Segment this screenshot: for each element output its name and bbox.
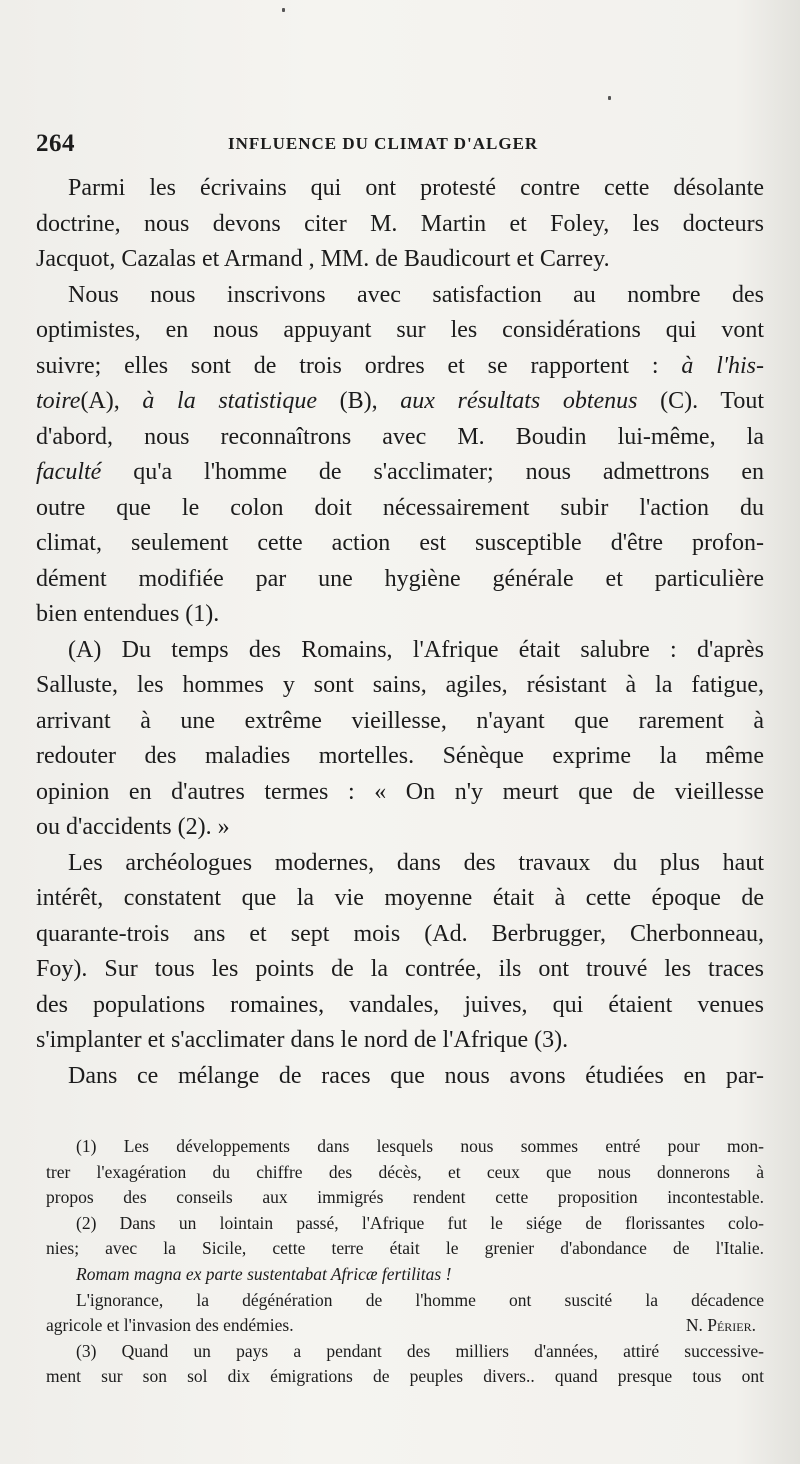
text-line: (A) Du temps des Romains, l'Afrique était salubre : d'après [68,636,764,663]
footnote-line: (1) Les développements dans lesquels nous sommes entré pour mon- [76,1136,764,1156]
page-number: 264 [36,130,75,157]
text-line: intérêt, constatent que la vie moyenne était à cette époque de [36,885,764,911]
text-segment: (A), [80,388,143,414]
italic-segment: à la statistique [142,388,317,414]
text-line: Parmi les écrivains qui ont protesté contre cette désolante [68,175,764,201]
text-line: s'implanter et s'acclimater dans le nord de l'Afrique (3). [36,1027,569,1053]
text-segment: (C). Tout [637,388,764,414]
italic-segment: à l'his- [681,352,765,379]
text-line [36,384,764,420]
text-line: climat, seulement cette action est susceptible d'être profon- [36,530,764,556]
text-segment: suivre; elles sont de trois ordres et se rapportent : [36,352,659,379]
italic-segment: aux résultats obtenus [400,388,638,414]
text-line: arrivant à une extrême vieillesse, n'ayant que rarement à [36,707,764,734]
text-line: dément modifiée par une hygiène générale et particulière [36,565,764,592]
text-segment: (B), [317,388,401,414]
footnotes [46,1134,764,1390]
italic-segment: toire [36,388,81,414]
running-head [36,130,764,160]
footnote-line: (2) Dans un lointain passé, l'Afrique fut le siége de florissantes colo- [76,1212,764,1233]
text-line: outre que le colon doit nécessairement subir l'action du [36,494,764,521]
text-line: d'abord, nous reconnaîtrons avec M. Boudin lui-même, la [36,423,764,450]
text-line: Foy). Sur tous les points de la contrée, ils ont trouvé les traces [36,956,764,982]
text-line: Dans ce mélange de races que nous avons étudiées en par- [68,1062,764,1089]
text-line [36,455,764,491]
text-line: optimistes, en nous appuyant sur les considérations qui vont [36,317,764,343]
text-line: Les archéologues modernes, dans des travaux du plus haut [68,849,764,876]
print-speck [608,96,611,100]
text-line: doctrine, nous devons citer M. Martin et Foley, les docteurs [36,210,764,237]
footnote-line: L'ignorance, la dégénération de l'homme ont suscité la décadence [76,1289,764,1310]
body-text [36,171,764,1094]
italic-segment: faculté [36,459,102,485]
text-line: redouter des maladies mortelles. Sénèque exprime la même [36,743,764,769]
footnote-text: agricole et l'invasion des endémies. [46,1315,294,1336]
text-line [36,349,764,385]
text-line: des populations romaines, vandales, juives, qui étaient venues [36,991,764,1018]
text-line: Salluste, les hommes y sont sains, agiles, résistant à la fatigue, [36,672,764,698]
footnote-signature: N. Périer. [685,1315,756,1336]
footnote-line: ment sur son sol dix émigrations de peuples divers.. quand presque tous ont [46,1366,764,1387]
text-line: quarante-trois ans et sept mois (Ad. Berbrugger, Cherbonneau, [36,920,764,947]
text-line: ou d'accidents (2). » [36,814,230,840]
print-speck [282,8,285,12]
footnote-line: nies; avec la Sicile, cette terre était le grenier d'abondance de l'Italie. [46,1238,764,1259]
footnote-line: (3) Quand un pays a pendant des milliers d'années, attiré successive- [76,1340,764,1361]
text-line: bien entendues (1). [36,601,220,627]
footnote-quote: Romam magna ex parte sustentabat Africæ fertilitas ! [76,1263,452,1284]
running-title: INFLUENCE DU CLIMAT D'ALGER [228,134,539,153]
text-line: Jacquot, Cazalas et Armand , MM. de Baudicourt et Carrey. [36,246,610,272]
text-segment: qu'a l'homme de s'acclimater; nous admettrons en [101,459,764,485]
footnote-line [46,1313,764,1339]
text-line: opinion en d'autres termes : « On n'y meurt que de vieillesse [36,778,764,805]
text-line: Nous nous inscrivons avec satisfaction au nombre des [68,281,764,308]
footnote-line: propos des conseils aux immigrés rendent cette proposition incontestable. [46,1187,764,1208]
footnote-line: trer l'exagération du chiffre des décès, et ceux que nous donnerons à [46,1161,764,1182]
